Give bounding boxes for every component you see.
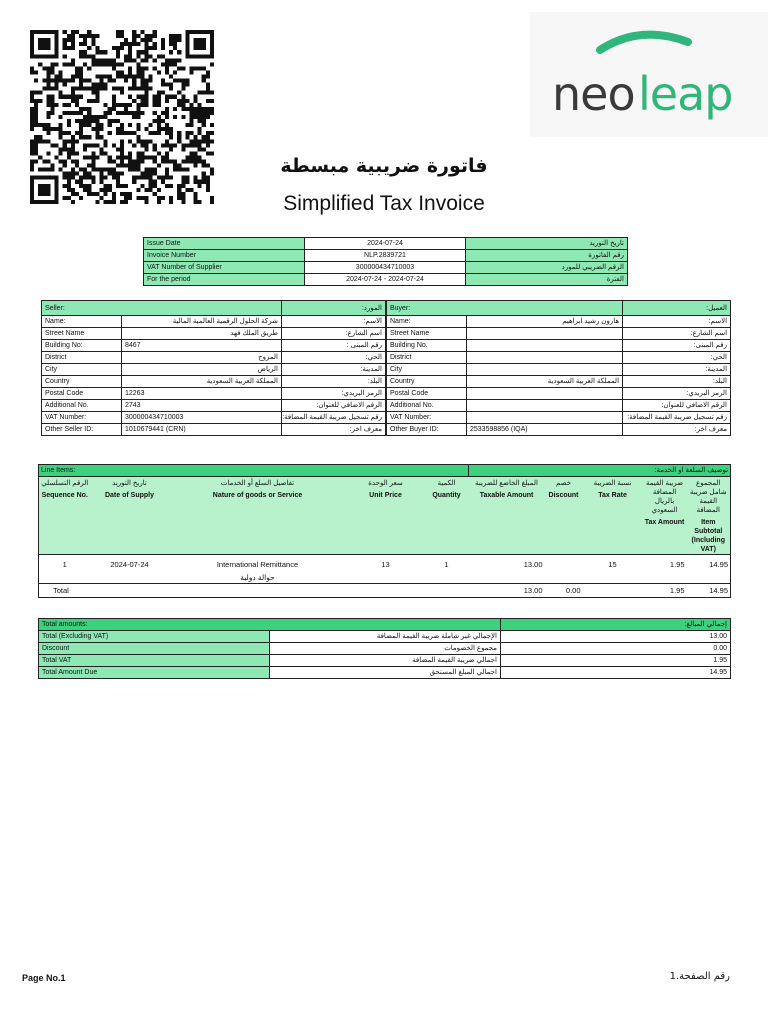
- item-discount: [545, 555, 583, 584]
- value: طريق الملك فهد: [122, 328, 282, 340]
- total-tax-rate-empty: [583, 584, 643, 598]
- title-english: Simplified Tax Invoice: [283, 192, 485, 215]
- meta-row: [144, 274, 628, 286]
- totals-value: 13.00: [501, 631, 731, 643]
- totals-band: [39, 619, 731, 631]
- totals-value: 14.95: [501, 667, 731, 679]
- total-amounts-table: [38, 618, 731, 679]
- meta-row: [144, 262, 628, 274]
- label-en: Other Seller ID:: [42, 424, 122, 436]
- item-tax-rate: 15: [583, 555, 643, 584]
- label-en: Street Name: [42, 328, 122, 340]
- totals-band-ar: إجمالي المبالغ:: [501, 619, 731, 631]
- invoice-meta-table: [143, 237, 628, 286]
- buyer-row: [387, 424, 731, 436]
- meta-label-en: Invoice Number: [144, 250, 305, 262]
- svg-text:leap: leap: [638, 67, 733, 121]
- label-en: Country: [387, 376, 467, 388]
- buyer-header: [387, 301, 731, 316]
- meta-value: 300000434710003: [305, 262, 466, 274]
- meta-row: [144, 250, 628, 262]
- totals-row: [39, 655, 731, 667]
- value: [467, 412, 623, 424]
- buyer-table: [386, 300, 731, 436]
- item-unit-price: 13: [347, 555, 425, 584]
- line-items-band-ar: توصيف السلعة او الخدمة:: [469, 465, 731, 477]
- totals-value: 0.00: [501, 643, 731, 655]
- label-en: Other Buyer ID:: [387, 424, 467, 436]
- page-number-ar: رقم الصفحة.1: [669, 971, 730, 982]
- totals-label-en: Total Amount Due: [39, 667, 270, 679]
- buyer-row: [387, 376, 731, 388]
- value: 1010679441 (CRN): [122, 424, 282, 436]
- label-ar: اسم الشارع:: [623, 328, 731, 340]
- label-en: Additional No.: [42, 400, 122, 412]
- label-en: City: [387, 364, 467, 376]
- meta-value: 2024-07-24 - 2024-07-24: [305, 274, 466, 286]
- item-seq: 1: [39, 555, 91, 584]
- label-ar: معرف اخر:: [623, 424, 731, 436]
- seller-row: [42, 316, 386, 328]
- buyer-row: [387, 400, 731, 412]
- seller-row: [42, 412, 386, 424]
- label-ar: الاسم:: [282, 316, 386, 328]
- item-tax-amount: 1.95: [643, 555, 687, 584]
- totals-label-en: Total (Excluding VAT): [39, 631, 270, 643]
- seller-row: [42, 364, 386, 376]
- value: 300000434710003: [122, 412, 282, 424]
- col-header-discount: خصم Discount: [545, 477, 583, 555]
- item-date: 2024-07-24: [91, 555, 169, 584]
- label-ar: المدينة:: [282, 364, 386, 376]
- totals-value: 1.95: [501, 655, 731, 667]
- label-ar: الرمز البريدي:: [623, 388, 731, 400]
- label-en: Country: [42, 376, 122, 388]
- label-ar: الحي:: [282, 352, 386, 364]
- value: 8467: [122, 340, 282, 352]
- totals-row: [39, 631, 731, 643]
- label-en: City: [42, 364, 122, 376]
- col-header-date: تاريخ التوريد Date of Supply: [91, 477, 169, 555]
- label-en: VAT Number:: [42, 412, 122, 424]
- label-ar: اسم الشارع:: [282, 328, 386, 340]
- neoleap-logo: [530, 12, 768, 137]
- totals-label-ar: مجموع الخصومات: [270, 643, 501, 655]
- qr-code: [30, 30, 214, 204]
- meta-label-ar: الرقم الضريبي للمورد: [466, 262, 628, 274]
- label-ar: الحي:: [623, 352, 731, 364]
- item-description: International Remittance حوالة دولية: [169, 555, 347, 584]
- seller-row: [42, 388, 386, 400]
- value: شركة الحلول الرقمية العالمية المالية: [122, 316, 282, 328]
- label-en: Name:: [387, 316, 467, 328]
- label-en: District: [387, 352, 467, 364]
- buyer-header-ar: العميل:: [623, 301, 731, 316]
- totals-row: [39, 667, 731, 679]
- meta-label-en: For the period: [144, 274, 305, 286]
- label-en: District: [42, 352, 122, 364]
- value: [467, 328, 623, 340]
- totals-label-ar: اجمالي ضريبة القيمة المضافة: [270, 655, 501, 667]
- buyer-row: [387, 388, 731, 400]
- label-en: VAT Number:: [387, 412, 467, 424]
- item-qty: 1: [425, 555, 469, 584]
- buyer-row: [387, 340, 731, 352]
- value: هارون رشيد ابراهيم: [467, 316, 623, 328]
- buyer-row: [387, 328, 731, 340]
- totals-label-en: Discount: [39, 643, 270, 655]
- line-items-band: [39, 465, 731, 477]
- seller-row: [42, 328, 386, 340]
- value: 12263: [122, 388, 282, 400]
- page-number-en: Page No.1: [22, 973, 66, 983]
- seller-table: [41, 300, 386, 436]
- total-subtotal: 14.95: [687, 584, 731, 598]
- col-header-tax-rate: نسبة الضريبة Tax Rate: [583, 477, 643, 555]
- label-ar: الاسم:: [623, 316, 731, 328]
- label-ar: رقم المبنى :: [282, 340, 386, 352]
- label-en: Building No.: [387, 340, 467, 352]
- label-ar: رقم تسجيل ضريبة القيمة المضافة:: [282, 412, 386, 424]
- value: المروج: [122, 352, 282, 364]
- seller-row: [42, 352, 386, 364]
- value: 2533598856 (IQA): [467, 424, 623, 436]
- line-items-band-en: Line Items:: [39, 465, 469, 477]
- title-arabic: فاتورة ضريبية مبسطة: [280, 155, 488, 177]
- buyer-row: [387, 316, 731, 328]
- meta-value: 2024-07-24: [305, 238, 466, 250]
- label-ar: الرقم الاضافي للعنوان:: [282, 400, 386, 412]
- totals-label-en: Total VAT: [39, 655, 270, 667]
- buyer-row: [387, 364, 731, 376]
- label-ar: البلد:: [282, 376, 386, 388]
- col-header-quantity: الكمية Quantity: [425, 477, 469, 555]
- svg-text:neo: neo: [552, 67, 635, 121]
- value: 2743: [122, 400, 282, 412]
- totals-row: [39, 643, 731, 655]
- label-ar: البلد:: [623, 376, 731, 388]
- buyer-header-en: Buyer:: [387, 301, 623, 316]
- seller-header-en: Seller:: [42, 301, 282, 316]
- label-ar: الرقم الاضافي للعنوان:: [623, 400, 731, 412]
- value: [467, 352, 623, 364]
- seller-row: [42, 424, 386, 436]
- col-header-tax-amount: ضريبة القيمة المضافة بالريال السعودي Tax Amount: [643, 477, 687, 555]
- col-header-subtotal: المجموع شامل ضريبة القيمة المضافة Item Subtotal (Including VAT): [687, 477, 731, 555]
- value: الرياض: [122, 364, 282, 376]
- seller-row: [42, 340, 386, 352]
- value: [467, 364, 623, 376]
- meta-label-en: Issue Date: [144, 238, 305, 250]
- label-en: Building No:: [42, 340, 122, 352]
- line-items-table: [38, 464, 731, 598]
- meta-label-en: VAT Number of Supplier: [144, 262, 305, 274]
- label-en: Additional No.: [387, 400, 467, 412]
- value: المملكة العربية السعودية: [467, 376, 623, 388]
- col-header-sequence: الرقم التسلسلي Sequence No.: [39, 477, 91, 555]
- line-items-total-row: [39, 584, 731, 598]
- label-en: Street Name: [387, 328, 467, 340]
- seller-header: [42, 301, 386, 316]
- label-en: Name:: [42, 316, 122, 328]
- totals-label-ar: الإجمالي غير شاملة ضريبة القيمة المضافة: [270, 631, 501, 643]
- seller-row: [42, 400, 386, 412]
- label-ar: رقم المبنى:: [623, 340, 731, 352]
- buyer-row: [387, 412, 731, 424]
- label-ar: المدينة:: [623, 364, 731, 376]
- col-header-taxable: المبلغ الخاضع للضريبة Taxable Amount: [469, 477, 545, 555]
- col-header-unit-price: سعر الوحدة Unit Price: [347, 477, 425, 555]
- label-ar: الرمز البريدي:: [282, 388, 386, 400]
- total-tax-amount: 1.95: [643, 584, 687, 598]
- totals-band-en: Total amounts:: [39, 619, 501, 631]
- line-items-column-headers: [39, 477, 731, 555]
- col-header-nature: تفاصيل السلع أو الخدمات Nature of goods or Service: [169, 477, 347, 555]
- label-en: Postal Code: [387, 388, 467, 400]
- meta-value: NLP.2839721: [305, 250, 466, 262]
- meta-label-ar: تاريخ التوريد: [466, 238, 628, 250]
- buyer-row: [387, 352, 731, 364]
- item-taxable: 13.00: [469, 555, 545, 584]
- total-discount: 0.00: [545, 584, 583, 598]
- label-ar: معرف اخر:: [282, 424, 386, 436]
- seller-row: [42, 376, 386, 388]
- totals-label-ar: اجمالي المبلغ المستحق: [270, 667, 501, 679]
- value: [467, 340, 623, 352]
- label-en: Postal Code: [42, 388, 122, 400]
- seller-header-ar: المورد:: [282, 301, 386, 316]
- total-label: Total: [39, 584, 469, 598]
- meta-row: [144, 238, 628, 250]
- meta-label-ar: رقم الفاتورة: [466, 250, 628, 262]
- meta-label-ar: الفترة: [466, 274, 628, 286]
- total-taxable: 13.00: [469, 584, 545, 598]
- item-subtotal: 14.95: [687, 555, 731, 584]
- label-ar: رقم تسجيل ضريبة القيمة المضافة:: [623, 412, 731, 424]
- value: [467, 400, 623, 412]
- line-item-row: [39, 555, 731, 584]
- value: المملكة العربية السعودية: [122, 376, 282, 388]
- value: [467, 388, 623, 400]
